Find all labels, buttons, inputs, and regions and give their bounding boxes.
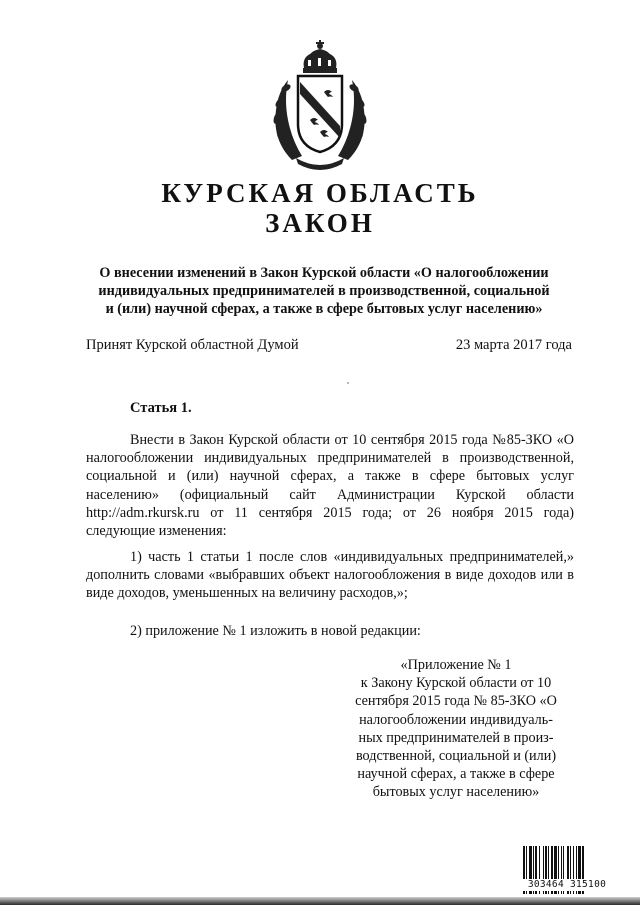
appendix-line: ных предпринимателей в произ- bbox=[358, 729, 554, 746]
region-heading: КУРСКАЯ ОБЛАСТЬ bbox=[161, 178, 479, 208]
appendix-line: «Приложение № 1 bbox=[400, 657, 512, 673]
appendix-line: к Закону Курской области от 10 bbox=[360, 675, 552, 692]
document-type-heading: ЗАКОН bbox=[265, 208, 375, 238]
barcode-number: 303464 315100 bbox=[522, 879, 612, 891]
appendix-line: бытовых услуг населению» bbox=[372, 784, 540, 801]
appendix-line: налогообложении индивидуаль- bbox=[359, 711, 553, 728]
appendix-line: сентября 2015 года № 85-ЗКО «О bbox=[355, 693, 557, 710]
appendix-caption bbox=[338, 656, 574, 802]
adoption-row bbox=[86, 337, 572, 354]
appendix-line: научной сферах, а также в сфере bbox=[357, 766, 555, 783]
scan-speck bbox=[347, 382, 349, 384]
article-paragraph: Внести в Закон Курской области от 10 сентября 2015 года №85-ЗКО «О налогообложении индивидуальных предпринимателей в производственной, социальной и (или) научной сферах, а также в сфере бытовых услуг населению» (официальный сайт Администрации Курской области http://adm.rkursk.ru от 11 сентября 2015 года; от 26 ноября 2015 года) следующие изменения: bbox=[86, 432, 574, 540]
scan-bottom-edge bbox=[0, 897, 640, 905]
law-title-line: и (или) научной сферах, а также в сфере бытовых услуг населению» bbox=[105, 301, 543, 317]
coat-of-arms-emblem bbox=[262, 40, 378, 172]
article-heading: Статья 1. bbox=[130, 400, 192, 416]
appendix-line: водственной, социальной и (или) bbox=[355, 748, 557, 765]
article-paragraph: 1) часть 1 статьи 1 после слов «индивидуальных предпринимателей,» дополнить словами «выбравших объект налогообложения в виде доходов или в виде доходов, уменьшенных на величину расходов,»; bbox=[86, 549, 574, 602]
law-title bbox=[75, 264, 573, 318]
law-title-line: О внесении изменений в Закон Курской области «О налогообложении bbox=[99, 265, 549, 281]
adopting-body: Принят Курской областной Думой bbox=[86, 337, 299, 353]
adoption-date: 23 марта 2017 года bbox=[455, 337, 572, 353]
law-title-line: индивидуальных предпринимателей в производственной, социальной bbox=[98, 283, 550, 299]
article-paragraph: 2) приложение № 1 изложить в новой редакции: bbox=[130, 623, 421, 639]
